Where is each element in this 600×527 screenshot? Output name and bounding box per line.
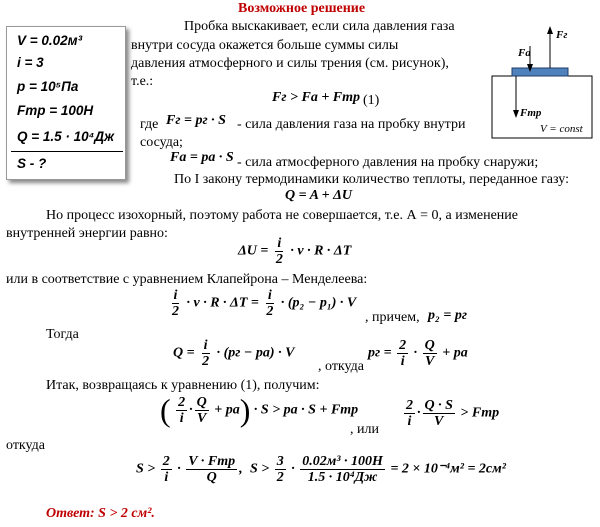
given-heat: Q = 1.5 · 10⁴Дж	[17, 129, 115, 144]
ftr-label: Fтр	[520, 107, 542, 119]
fg-description-2: сосуда;	[140, 135, 183, 150]
fa-formula: Fа = pа · S	[170, 150, 234, 165]
internal-energy-equation: ΔU = $\frac{i}{2}$ · ν · R · ΔT	[238, 236, 352, 267]
clapeyron-equation: $\frac{i}{2}$ · ν · R · ΔT = $\frac{i}{2}$ · (p₂ − p₁) · V	[172, 288, 357, 319]
fa-description: - сила атмосферного давления на пробку снаружи;	[237, 155, 539, 170]
where-word: где	[140, 117, 159, 132]
inequality-a: ( $\frac{2}{i}$ · $\frac{Q}{V}$ + pа) · S > pа · S + Fтр	[160, 392, 359, 428]
itak-text: Итак, возвращаясь к уравнению (1), получим:	[46, 378, 320, 393]
first-law-text: По I закону термодинамики количество теплоты, переданное газу:	[174, 172, 569, 187]
vconst-label: V = const	[540, 123, 583, 135]
otkuda-word: откуда	[6, 438, 45, 453]
given-pressure: p = 10⁵Па	[17, 79, 79, 94]
inequality-b: $\frac{2}{i}$ · $\frac{Q \cdot S}{V}$ > Fтр	[406, 398, 500, 429]
given-find: S - ?	[17, 156, 47, 171]
area-formula: S > $\frac{2}{i}$ · $\frac{\text{V · Fтр}}{Q}$ ,	[136, 454, 243, 485]
given-i: i = 3	[17, 55, 44, 70]
given-friction: Fтр = 100Н	[17, 103, 94, 118]
given-box	[6, 26, 126, 180]
given-divider	[11, 151, 123, 152]
intro-line-1: Пробка выскакивает, если сила давления газа	[184, 19, 455, 34]
first-law-equation: Q = A + ΔU	[285, 188, 352, 203]
prichem-word: , причем,	[365, 310, 420, 325]
fg-description: - сила давления газа на пробку внутри	[237, 117, 466, 132]
answer: Ответ: S > 2 см².	[46, 506, 155, 521]
p2-equals-pg: p₂ = pг	[428, 308, 468, 323]
given-volume: V = 0.02м³	[17, 33, 83, 48]
area-calculation: S > $\frac{3}{2}$ · $\frac{\text{0.02м³ · 100Н}}{\text{1.5 · 10⁴Дж}}$ = 2 × 10⁻⁴м² = 2см²	[250, 454, 506, 485]
ili-word: , или	[350, 422, 379, 437]
fg-arrowhead	[547, 26, 553, 34]
pg-equation: pг = $\frac{2}{i}$ · $\frac{Q}{V}$ + pа	[368, 338, 468, 369]
clapeyron-text: или в соответствие с уравнением Клапейрона – Менделеева:	[6, 272, 368, 287]
cork-diagram	[488, 24, 596, 144]
isochoric-line-2: внутренней энергии равно:	[6, 226, 168, 241]
intro-line-2: внутри сосуда окажется больше суммы силы	[131, 38, 399, 53]
heat-equation: Q = $\frac{i}{2}$ · (pг − pа) · V	[173, 338, 295, 369]
equation-1-number: (1)	[363, 93, 380, 108]
isochoric-line-1: Но процесс изохорный, поэтому работа не совершается, т.е. А = 0, а изменение	[46, 208, 519, 223]
intro-line-4: т.е.:	[131, 74, 154, 89]
intro-line-3: давления атмосферного и силы трения (см. рисунок),	[131, 56, 449, 71]
otkuda-inline: , откуда	[318, 359, 364, 374]
fa-label: Fа	[518, 47, 531, 59]
fg-label: Fг	[556, 29, 568, 41]
fg-formula: Fг = pг · S	[166, 113, 226, 128]
page-title: Возможное решение	[238, 1, 366, 16]
ftr-arrowhead	[513, 110, 519, 118]
equation-1: Fг > Fа + Fтр	[272, 90, 361, 105]
cork	[512, 68, 568, 76]
togda-word: Тогда	[46, 327, 79, 342]
